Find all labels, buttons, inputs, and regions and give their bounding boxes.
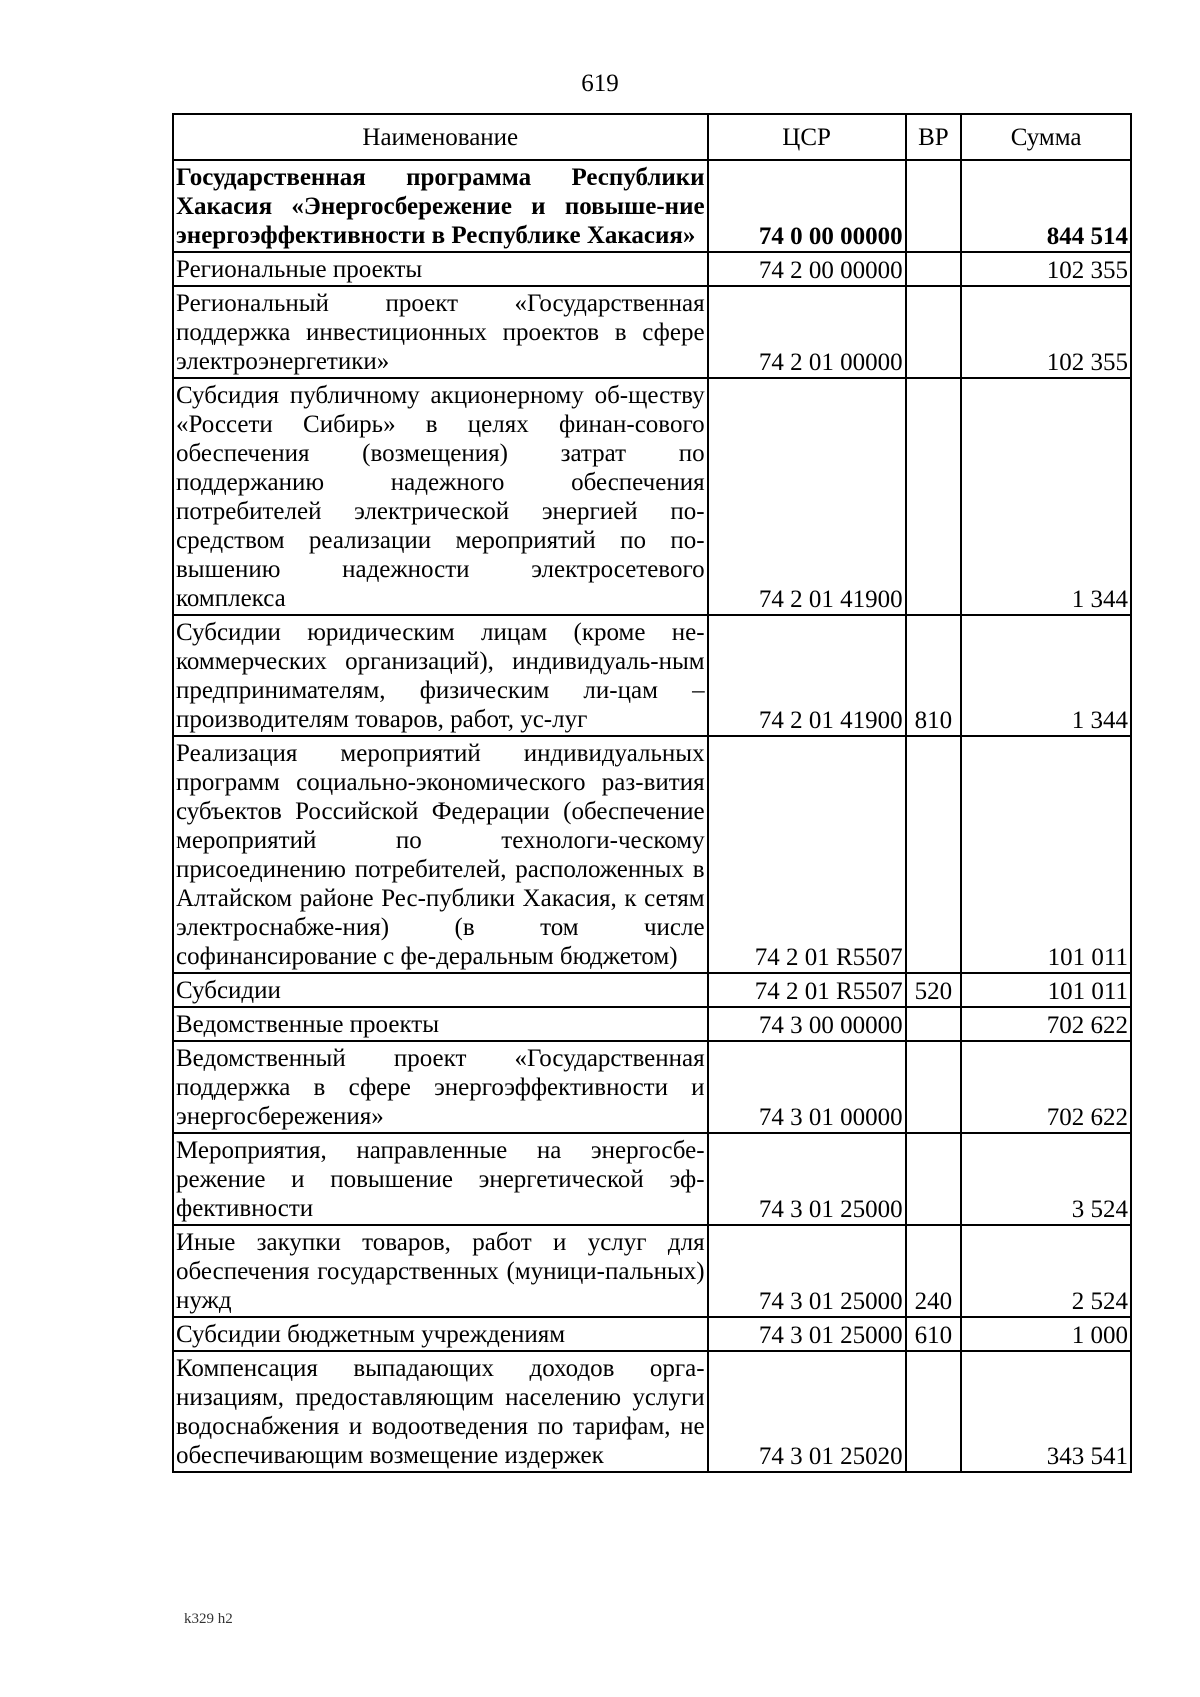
- row-name: Субсидии бюджетным учреждениям: [173, 1317, 708, 1351]
- header-name: Наименование: [173, 114, 708, 160]
- table-row: [173, 736, 1131, 973]
- row-sum: 844 514: [961, 160, 1131, 252]
- row-name: Государственная программа Республики Хакасия «Энергосбережение и повыше-ние энергоэффективности в Республике Хакасия»: [173, 160, 708, 252]
- row-sum: 102 355: [961, 286, 1131, 378]
- row-sum: 2 524: [961, 1225, 1131, 1317]
- row-csr: 74 2 01 R5507: [708, 736, 906, 973]
- table-row: [173, 1041, 1131, 1133]
- table-row: [173, 252, 1131, 286]
- page-number: 619: [581, 70, 619, 97]
- row-vr: [906, 286, 962, 378]
- table-row: [173, 1007, 1131, 1041]
- row-sum: 1 344: [961, 615, 1131, 736]
- row-csr: 74 3 01 25020: [708, 1351, 906, 1472]
- row-name: Иные закупки товаров, работ и услуг для обеспечения государственных (муници-пальных) нужд: [173, 1225, 708, 1317]
- row-sum: 343 541: [961, 1351, 1131, 1472]
- row-vr: [906, 1041, 962, 1133]
- row-csr: 74 3 00 00000: [708, 1007, 906, 1041]
- row-csr: 74 3 01 25000: [708, 1317, 906, 1351]
- row-vr: 810: [906, 615, 962, 736]
- row-name: Мероприятия, направленные на энергосбе-режение и повышение энергетической эф-фективности: [173, 1133, 708, 1225]
- header-sum: Сумма: [961, 114, 1131, 160]
- row-csr: 74 2 01 41900: [708, 378, 906, 615]
- row-name: Ведомственный проект «Государственная поддержка в сфере энергоэффективности и энергосбережения»: [173, 1041, 708, 1133]
- row-name: Региональный проект «Государственная поддержка инвестиционных проектов в сфере электроэнергетики»: [173, 286, 708, 378]
- row-sum: 101 011: [961, 973, 1131, 1007]
- row-vr: [906, 160, 962, 252]
- document-code: k329 h2: [184, 1611, 233, 1627]
- budget-table: [172, 113, 1132, 1473]
- header-csr: ЦСР: [708, 114, 906, 160]
- table-row: [173, 1133, 1131, 1225]
- table-row: [173, 1225, 1131, 1317]
- row-name: Реализация мероприятий индивидуальных программ социально-экономического раз-вития субъектов Российской Федерации (обеспечение мероприятий по технологи-ческому присоединению потребителей, расположенных в Алтайском районе Рес-публики Хакасия, к сетям электроснабже-ния) (в том числе софинансирование с фе-деральным бюджетом): [173, 736, 708, 973]
- row-name: Ведомственные проекты: [173, 1007, 708, 1041]
- row-csr: 74 0 00 00000: [708, 160, 906, 252]
- row-vr: [906, 736, 962, 973]
- row-sum: 1 344: [961, 378, 1131, 615]
- row-csr: 74 2 00 00000: [708, 252, 906, 286]
- table-row: [173, 973, 1131, 1007]
- row-csr: 74 3 01 00000: [708, 1041, 906, 1133]
- table-row: [173, 160, 1131, 252]
- row-name: Региональные проекты: [173, 252, 708, 286]
- row-csr: 74 2 01 41900: [708, 615, 906, 736]
- row-name: Компенсация выпадающих доходов орга-низациям, предоставляющим населению услуги водоснабжения и водоотведения по тарифам, не обеспечивающим возмещение издержек: [173, 1351, 708, 1472]
- row-vr: [906, 1351, 962, 1472]
- row-name: Субсидии юридическим лицам (кроме не-коммерческих организаций), индивидуаль-ным предпринимателям, физическим ли-цам – производителям товаров, работ, ус-луг: [173, 615, 708, 736]
- row-vr: 240: [906, 1225, 962, 1317]
- row-sum: 702 622: [961, 1041, 1131, 1133]
- table-row: [173, 615, 1131, 736]
- row-sum: 3 524: [961, 1133, 1131, 1225]
- row-vr: 610: [906, 1317, 962, 1351]
- row-name: Субсидия публичному акционерному об-ществу «Россети Сибирь» в целях финан-сового обеспечения (возмещения) затрат по поддержанию надежного обеспечения потребителей электрической энергией по-средством реализации мероприятий по по-вышению надежности электросетевого комплекса: [173, 378, 708, 615]
- header-vr: ВР: [906, 114, 962, 160]
- table-row: [173, 1351, 1131, 1472]
- row-csr: 74 3 01 25000: [708, 1225, 906, 1317]
- row-sum: 102 355: [961, 252, 1131, 286]
- row-sum: 1 000: [961, 1317, 1131, 1351]
- row-csr: 74 2 01 00000: [708, 286, 906, 378]
- table-row: [173, 1317, 1131, 1351]
- row-vr: [906, 378, 962, 615]
- row-vr: [906, 1007, 962, 1041]
- row-sum: 702 622: [961, 1007, 1131, 1041]
- row-name: Субсидии: [173, 973, 708, 1007]
- table-header-row: [173, 114, 1131, 160]
- row-csr: 74 2 01 R5507: [708, 973, 906, 1007]
- table-row: [173, 286, 1131, 378]
- row-sum: 101 011: [961, 736, 1131, 973]
- table-row: [173, 378, 1131, 615]
- row-vr: [906, 252, 962, 286]
- row-csr: 74 3 01 25000: [708, 1133, 906, 1225]
- row-vr: 520: [906, 973, 962, 1007]
- row-vr: [906, 1133, 962, 1225]
